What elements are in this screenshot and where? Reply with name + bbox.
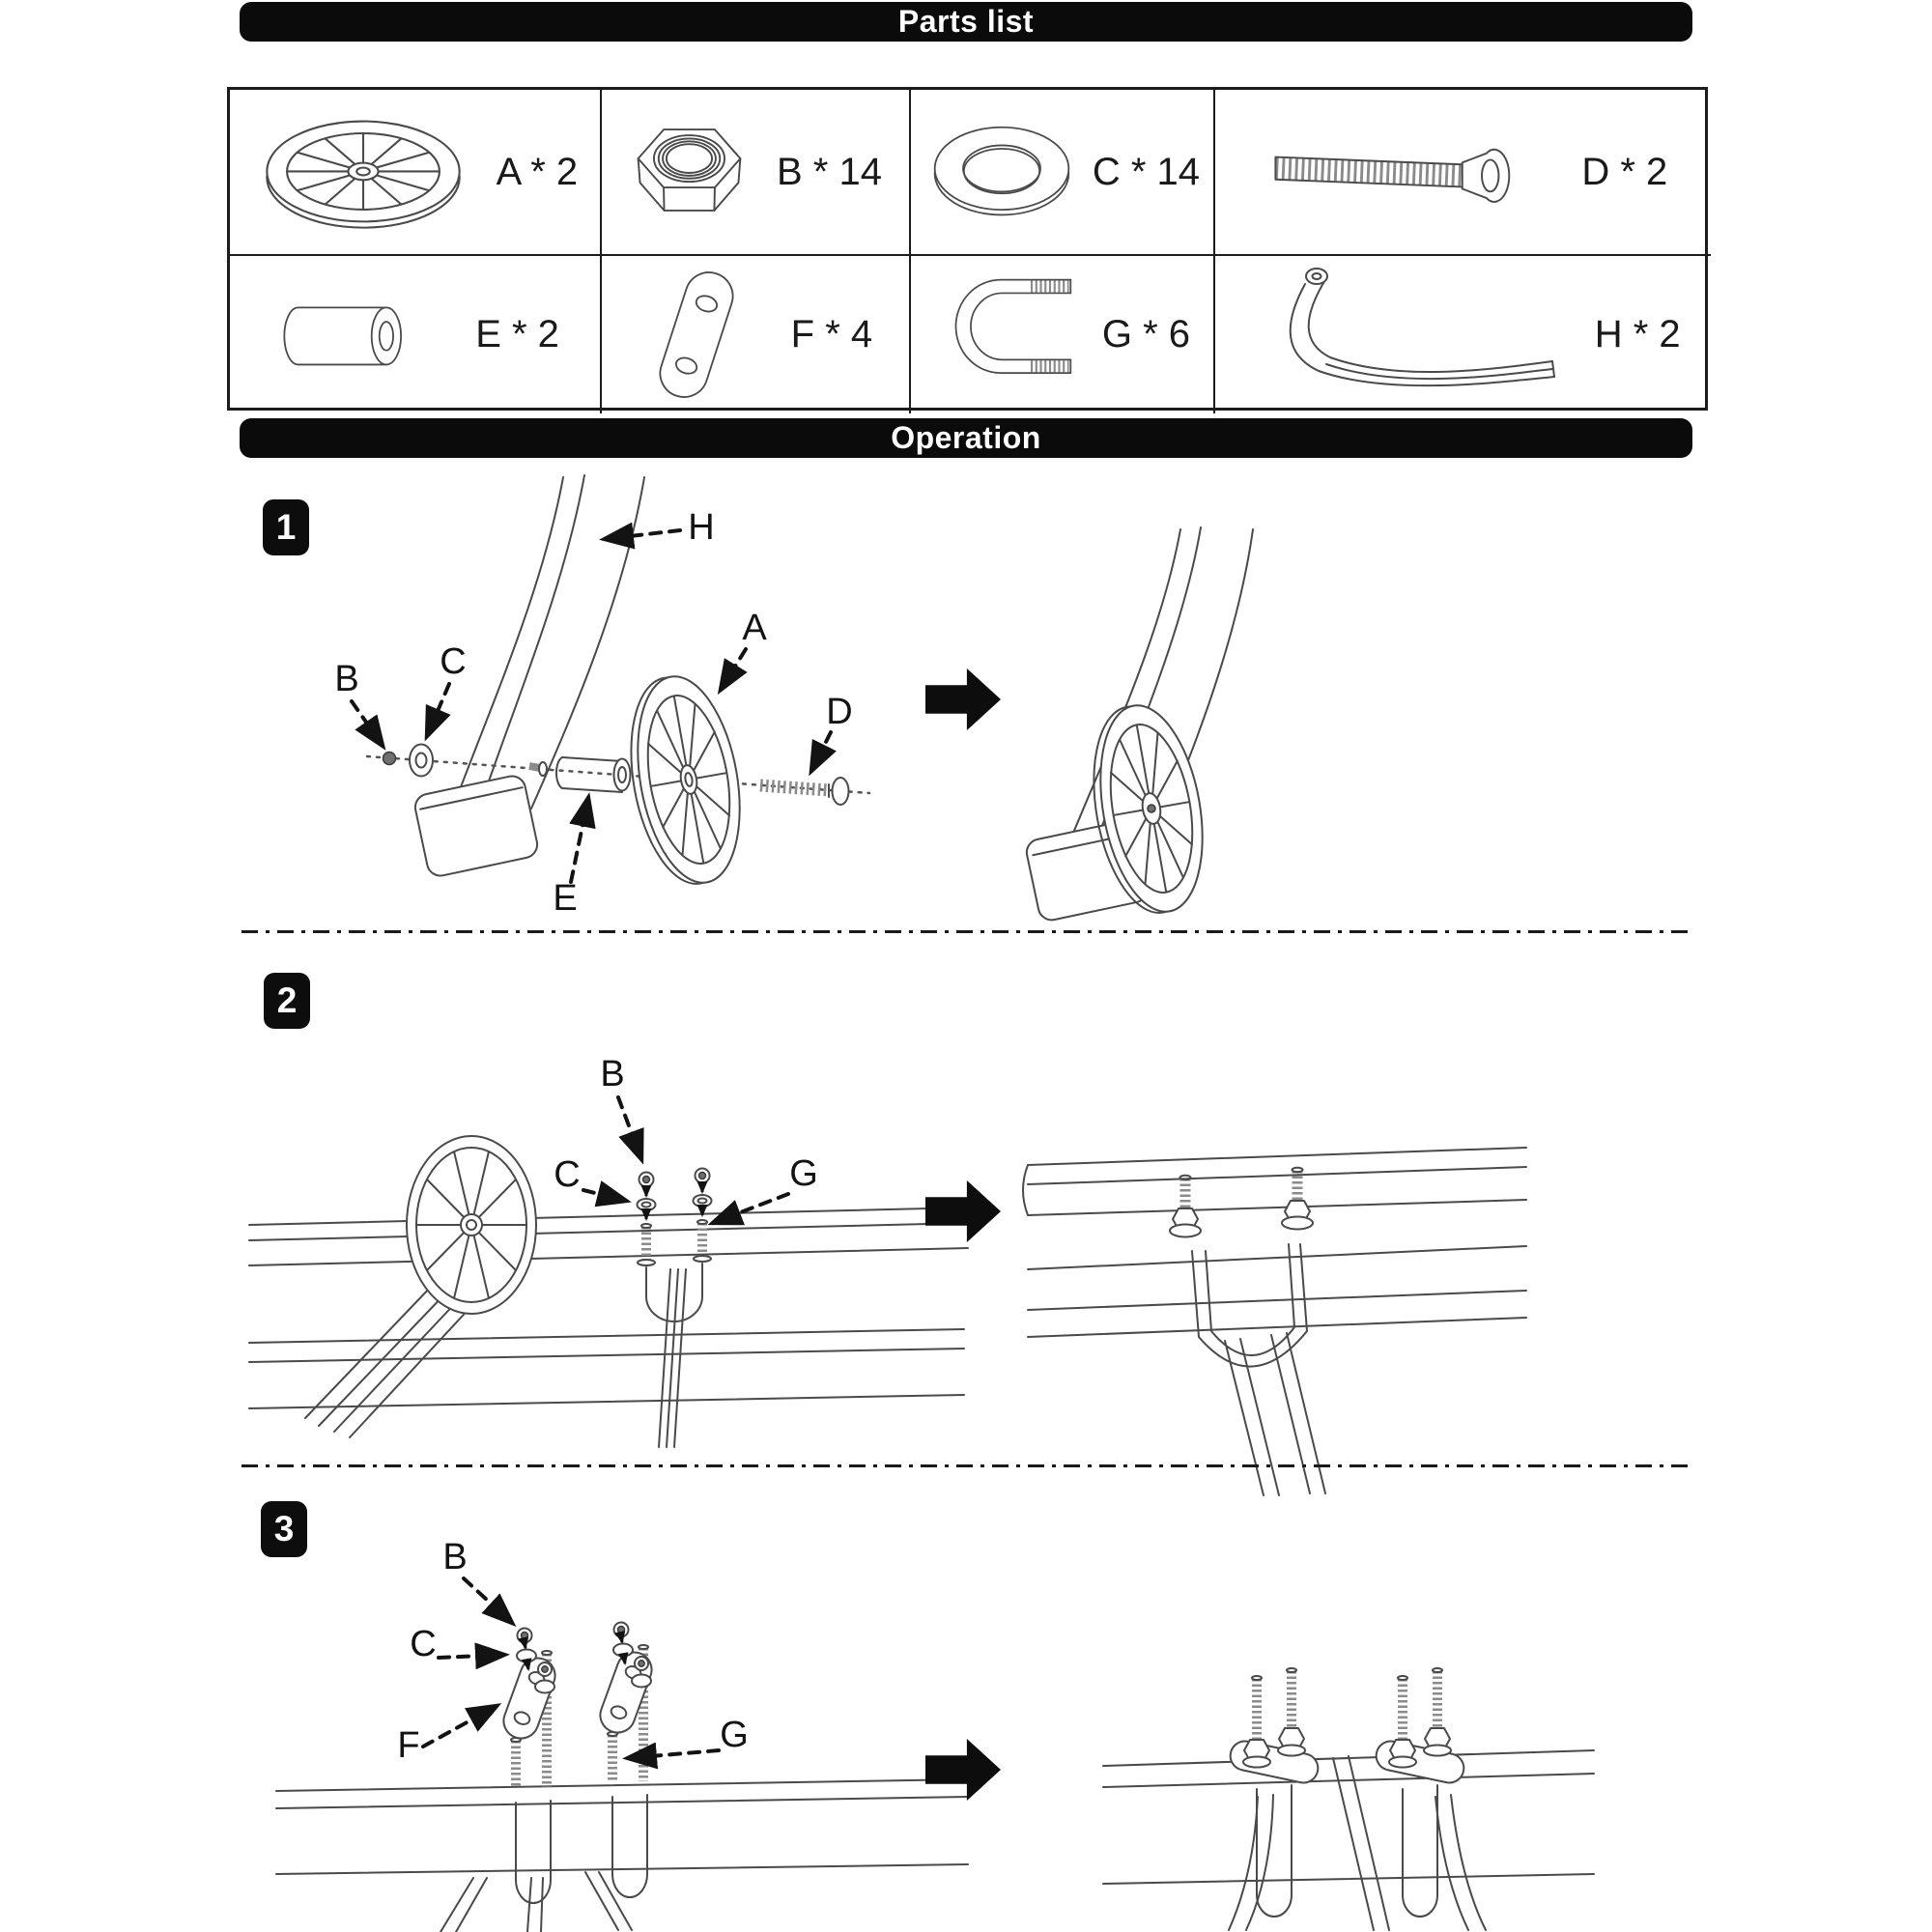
step-1-exploded-diagram [251,473,889,927]
part-cell-a [230,90,602,256]
part-label-a: A * 2 [496,150,579,193]
part-label-h: H * 2 [1594,313,1681,355]
plate-part [654,267,739,404]
u-bolt-part [955,280,1070,373]
step-1-badge: 1 [263,499,309,555]
spacer-tube-drawing [270,282,435,388]
clamp-plate-drawing [639,260,754,410]
part-cell-b [602,90,911,256]
callout-label-h: H [688,507,715,548]
frame-leg-drawing [1245,263,1564,408]
part-label-e: E * 2 [475,313,559,355]
washer-part [935,128,1069,215]
part-label-d: D * 2 [1581,150,1668,193]
u-bolt-clamp-exploded [498,1629,559,1904]
step-2-result-drawing [1014,1111,1555,1497]
bolt-d-sketch [760,778,849,805]
part-cell-e [230,256,602,413]
tube-hole-sketch [529,762,547,776]
callout-arrow-c [427,684,449,736]
wheel-sketch [407,1136,536,1314]
axle-bolt-drawing [1259,133,1539,211]
operation-header-bar [240,418,1692,458]
callout-label-b: B [442,1537,468,1577]
part-cell-d [1215,90,1711,256]
callout-arrow-g [713,1194,788,1223]
spoked-wheel-drawing [252,107,474,238]
callout-arrow-b [618,1097,641,1159]
part-label-g: G * 6 [1101,313,1191,355]
wheel-a-sketch [616,668,754,892]
clamp-assembly-right [1374,1668,1466,1917]
hex-nut-drawing [629,107,750,238]
hex-nut-part [639,129,741,211]
callout-arrow-c [583,1190,626,1201]
part-label-f: F * 4 [790,313,873,355]
part-label-c: C * 14 [1092,150,1201,193]
legs-sketch [1225,1333,1325,1495]
part-label-b: B * 14 [777,150,882,193]
nut-b-sketch [384,753,396,765]
callout-arrow-b [352,701,383,746]
callout-arrow-c [439,1655,504,1658]
callout-arrow-h [605,530,680,539]
u-bolt-clamp-exploded-2 [595,1623,656,1898]
callout-arrow-e [571,798,588,882]
callout-arrow-d [811,732,831,771]
wheel-part [267,121,459,227]
callout-label-d: D [826,692,853,732]
callout-label-f: F [397,1725,420,1766]
bolt-part [1275,150,1509,202]
rails-closeup-sketch [1103,1750,1594,1930]
rail-closeup-sketch [1023,1148,1526,1337]
frame-leg-part [1291,269,1554,385]
callout-label-e: E [553,878,578,919]
step-3-result-drawing [1014,1642,1604,1932]
callout-label-c: C [440,641,467,682]
parts-list-header-bar [240,2,1692,42]
spacer-part [284,307,401,364]
part-cell-g [911,256,1215,413]
spacer-e-sketch [556,757,631,792]
callout-arrow-f [423,1706,497,1747]
callout-label-c: C [410,1624,437,1664]
u-bolt-loop-sketch [1192,1244,1307,1367]
part-cell-c [911,90,1215,256]
exploded-fasteners [638,1169,712,1220]
right-arrow-icon [925,668,1001,730]
operation-title: Operation [891,420,1041,455]
part-cell-h [1215,256,1711,413]
callout-label-g: G [720,1715,749,1755]
u-bolt-drawing [934,260,1079,410]
callout-arrow-b [464,1578,512,1623]
callout-label-b: B [600,1054,625,1094]
step-3-badge: 3 [261,1501,307,1557]
callout-label-c: C [554,1154,581,1195]
step-3-exploded-diagram [242,1497,976,1932]
step-2-badge: 2 [264,973,310,1029]
tightened-studs-sketch [1170,1168,1313,1237]
part-cell-f [602,256,911,413]
callout-arrow-a [721,649,746,690]
flat-washer-drawing [924,114,1079,230]
parts-list-title: Parts list [897,4,1035,39]
frame-rails-sketch [249,1208,968,1437]
callout-label-a: A [742,608,767,648]
step-1-result-drawing [1014,522,1459,927]
step-2-exploded-diagram [242,966,976,1449]
step-divider [242,1464,1692,1467]
rails-sketch [276,1779,968,1932]
step-divider [242,930,1692,933]
callout-label-g: G [789,1153,818,1194]
washer-c-sketch [410,745,433,777]
parts-table [227,87,1708,411]
callout-label-b: B [334,659,359,699]
